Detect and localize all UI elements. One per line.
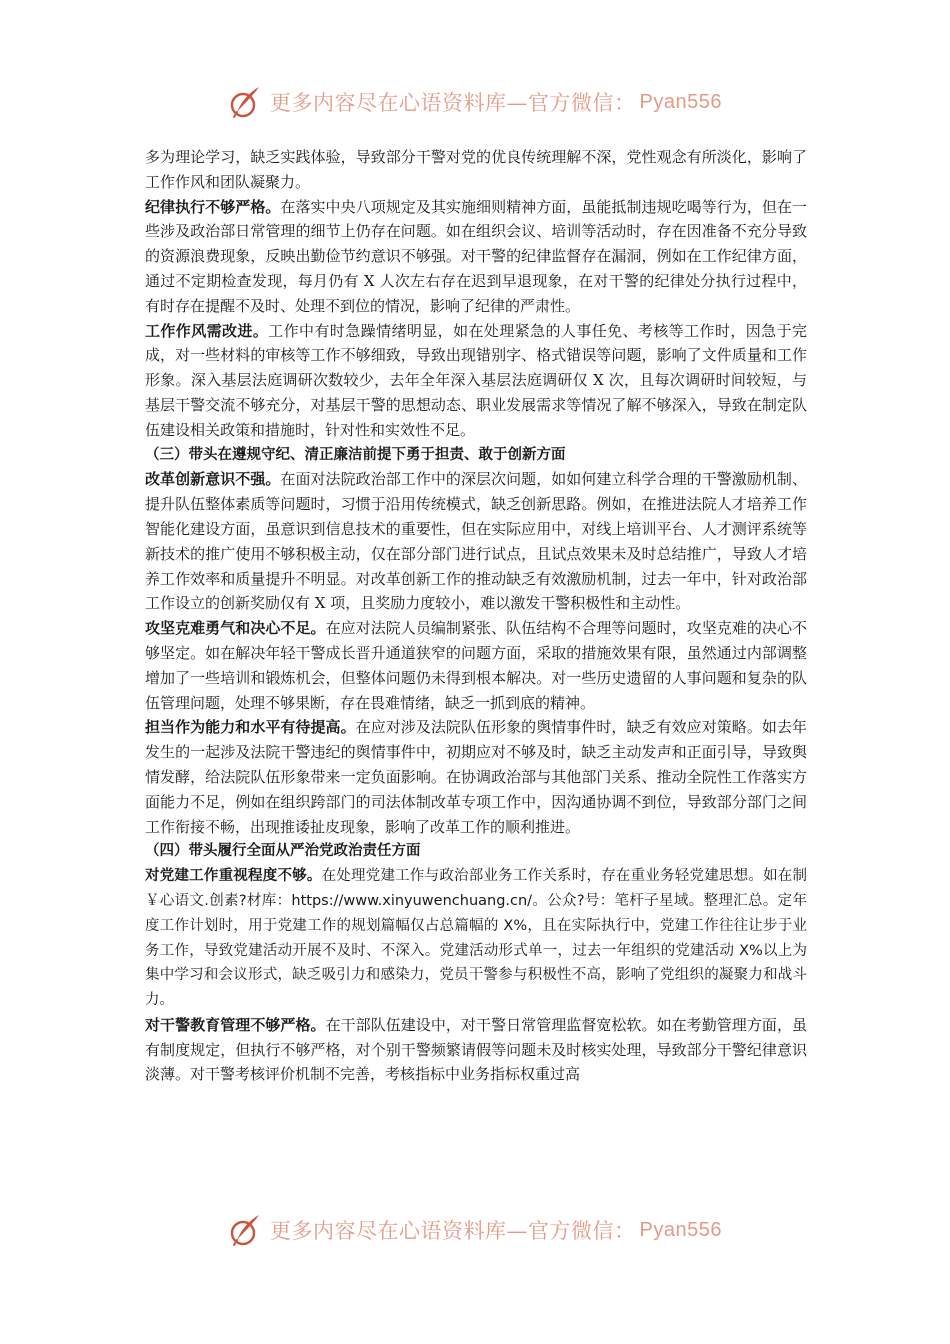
paragraph: [145, 467, 807, 616]
paragraph-lead: 对干警教育管理不够严格。: [145, 1015, 326, 1034]
paragraph: [145, 145, 807, 195]
paragraph-lead: 担当作为能力和水平有待提高。: [145, 718, 356, 737]
paragraph-lead: 工作作风需改进。: [145, 321, 269, 340]
paragraph-lead: 对党建工作重视程度不够。: [145, 868, 322, 885]
paragraph-body: 多为理论学习，缺乏实践体验，导致部分干警对党的优良传统理解不深，党性观念有所淡化，影响了工作作风和团队凝聚力。: [145, 148, 807, 191]
quill-logo-icon: [228, 84, 264, 120]
quill-logo-icon: [228, 1212, 264, 1248]
section-heading: （四）带头履行全面从严治党政治责任方面: [145, 843, 421, 860]
paragraph-body: 在应对涉及法院队伍形象的舆情事件时，缺乏有效应对策略。如去年发生的一起涉及法院干警违纪的舆情事件中，初期应对不够及时，缺乏主动发声和正面引导，导致舆情发酵，给法院队伍形象带来一定负面影响。在协调政治部与其他部门关系、推动全院性工作落实方面能力不足，例如在组织跨部门的司法体制改革专项工作中，因沟通协调不到位，导致部分部门之间工作衔接不畅，出现推诿扯皮现象，影响了改革工作的顺利推进。: [145, 718, 807, 836]
section-heading: （三）带头在遵规守纪、清正廉洁前提下勇于担责、敢于创新方面: [145, 446, 566, 463]
paragraph-body: 工作中有时急躁情绪明显，如在处理紧急的人事任免、考核等工作时，因急于完成，对一些材料的审核等工作不够细致，导致出现错别字、格式错误等问题，影响了文件质量和工作形象。深入基层法庭调研次数较少，去年全年深入基层法庭调研仅 X 次，且每次调研时间较短，与基层干警交流不够充分，对基层干警的思想动态、职业发展需求等情况了解不够深入，导致在制定队伍建设相关政策和措施时，针对性和实效性不足。: [145, 321, 807, 439]
header-watermark: [0, 82, 950, 122]
watermark-text: 更多内容尽在心语资料库—官方微信：: [270, 1219, 636, 1243]
paragraph-lead: 纪律执行不够严格。: [145, 197, 281, 216]
watermark-wechat-id: Pyan556: [639, 90, 722, 113]
paragraph-body: 在应对法院人员编制紧张、队伍结构不合理等问题时，攻坚克难的决心不够坚定。如在解决年轻干警成长晋升通道狭窄的问题方面，采取的措施效果有限，虽然通过内部调整增加了一些培训和锻炼机会，但整体问题仍未得到根本解决。对一些历史遗留的人事问题和复杂的队伍管理问题，处理不够果断，存在畏难情绪，缺乏一抓到底的精神。: [145, 619, 807, 712]
paragraph: [145, 1013, 807, 1087]
paragraph-body: 在干部队伍建设中，对干警日常管理监督宽松软。如在考勤管理方面，虽有制度规定，但执行不够严格，对个别干警频繁请假等问题未及时核实处理，导致部分干警纪律意识淡薄。对干警考核评价机制不完善，考核指标中业务指标权重过高: [145, 1015, 807, 1084]
paragraph-lead: 改革创新意识不强。: [145, 470, 281, 489]
document-body: [145, 145, 807, 1087]
paragraph: [145, 195, 807, 319]
paragraph: [145, 319, 807, 443]
paragraph: [145, 715, 807, 839]
paragraph: [145, 616, 807, 715]
paragraph: [145, 864, 807, 1013]
watermark-text: 更多内容尽在心语资料库—官方微信：: [270, 91, 636, 115]
paragraph-lead: 攻坚克难勇气和决心不足。: [145, 619, 326, 638]
paragraph-body: 在面对法院政治部工作中的深层次问题，如如何建立科学合理的干警激励机制、提升队伍整体素质等问题时，习惯于沿用传统模式，缺乏创新思路。例如，在推进法院人才培养工作智能化建设方面，虽意识到信息技术的重要性，但在实际应用中，对线上培训平台、人才测评系统等新技术的推广使用不够积极主动，仅在部分部门进行试点，且试点效果未及时总结推广，导致人才培养工作效率和质量提升不明显。对改革创新工作的推动缺乏有效激励机制，过去一年中，针对政治部工作设立的创新奖励仅有 X 项，且奖励力度较小，难以激发干警积极性和主动性。: [145, 470, 807, 613]
paragraph-body: 在落实中央八项规定及其实施细则精神方面，虽能抵制违规吃喝等行为，但在一些涉及政治部日常管理的细节上仍存在问题。如在组织会议、培训等活动时，存在因准备不充分导致的资源浪费现象，反映出勤俭节约意识不够强。对干警的纪律监督存在漏洞，例如在工作纪律方面，通过不定期检查发现，每月仍有 X 人次左右存在迟到早退现象，在对干警的纪律处分执行过程中，有时存在提醒不及时、处理不到位的情况，影响了纪律的严肃性。: [145, 197, 807, 315]
watermark-wechat-id: Pyan556: [639, 1218, 722, 1241]
paragraph-body: 在处理党建工作与政治部业务工作关系时，存在重业务轻党建思想。如在制￥心语文.创素?材库：https://www.xinyuwenchuang.cn/。公众?号：笔杆子星域。整理汇总。定年度工作计划时，用于党建工作的规划篇幅仅占总篇幅的 X%，且在实际执行中，党建工作往往让步于业务工作，导致党建活动开展不及时、不深入。党建活动形式单一，过去一年组织的党建活动 X%以上为集中学习和会议形式，缺乏吸引力和感染力，党员干警参与积极性不高，影响了党组织的凝聚力和战斗力。: [145, 868, 807, 1009]
footer-watermark: [0, 1210, 950, 1250]
